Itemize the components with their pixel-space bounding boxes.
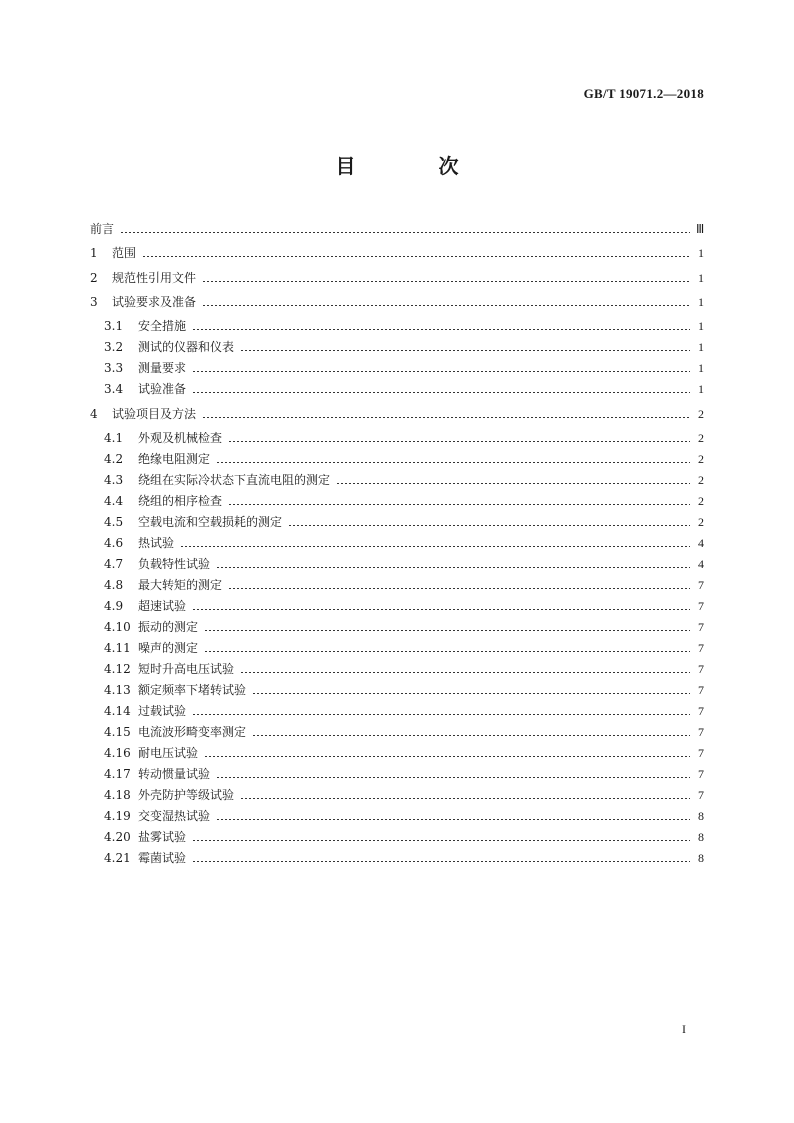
toc-entry-label: 试验项目及方法 (112, 406, 197, 421)
toc-entry[interactable] (90, 782, 704, 802)
toc-leader-dots (202, 305, 690, 306)
toc-entry[interactable] (90, 824, 704, 844)
toc-entry-number: 4.5 (104, 514, 124, 529)
toc-entry-label: 耐电压试验 (138, 745, 199, 760)
toc-entry[interactable] (90, 216, 704, 236)
toc-entry[interactable] (90, 845, 704, 865)
toc-entry-page: 8 (698, 829, 704, 844)
toc-entry-number: 4.11 (104, 640, 131, 655)
toc-entry[interactable] (90, 593, 704, 613)
toc-leader-dots (192, 861, 690, 862)
toc-entry-label: 规范性引用文件 (112, 270, 197, 285)
toc-leader-dots (180, 546, 690, 547)
toc-entry-label: 试验准备 (138, 382, 187, 397)
toc-entry[interactable] (90, 289, 704, 309)
toc-entry-number: 4.18 (104, 787, 131, 802)
toc-entry[interactable] (90, 740, 704, 760)
toc-leader-dots (192, 714, 690, 715)
toc-entry-page: 4 (698, 556, 704, 571)
toc-leader-dots (202, 417, 690, 418)
toc-entry-label: 测试的仪器和仪表 (138, 340, 235, 355)
toc-entry-number: 4.14 (104, 703, 131, 718)
toc-leader-dots (192, 609, 690, 610)
toc-leader-dots (228, 504, 690, 505)
toc-leader-dots (142, 256, 690, 257)
toc-entry-number: 4.19 (104, 808, 131, 823)
toc-entry-number: 4.16 (104, 745, 131, 760)
toc-entry-number: 4.1 (104, 430, 124, 445)
toc-entry-label: 绝缘电阻测定 (138, 451, 211, 466)
toc-entry[interactable] (90, 355, 704, 375)
toc-entry-page: 1 (698, 246, 704, 261)
toc-entry-page: 7 (698, 577, 704, 592)
toc-leader-dots (288, 525, 690, 526)
toc-entry-number: 4.17 (104, 766, 131, 781)
toc-entry-page: Ⅲ (696, 222, 705, 236)
toc-leader-dots (202, 281, 690, 282)
toc-entry-number: 4.20 (104, 829, 131, 844)
toc-entry-page: 7 (698, 787, 704, 802)
toc-entry-number: 3.3 (104, 361, 124, 376)
toc-leader-dots (240, 798, 690, 799)
toc-entry-number: 4.15 (104, 724, 131, 739)
toc-entry-label: 绕组的相序检查 (138, 493, 223, 508)
toc-entry[interactable] (90, 635, 704, 655)
page-title: 目 次 (335, 154, 497, 178)
toc-entry[interactable] (90, 530, 704, 550)
toc-entry-number: 4.7 (104, 556, 124, 571)
toc-leader-dots (204, 756, 690, 757)
toc-entry-page: 1 (698, 294, 704, 309)
toc-entry-page: 7 (698, 640, 704, 655)
toc-entry[interactable] (90, 401, 704, 421)
document-id: GB/T 19071.2—2018 (583, 86, 704, 101)
toc-entry-page: 2 (698, 451, 704, 466)
toc-entry[interactable] (90, 376, 704, 396)
toc-entry[interactable] (90, 761, 704, 781)
toc-entry[interactable] (90, 551, 704, 571)
toc-entry[interactable] (90, 313, 704, 333)
toc-entry-label: 测量要求 (138, 361, 187, 376)
toc-entry-number: 4.3 (104, 472, 124, 487)
toc-entry[interactable] (90, 240, 704, 260)
toc-entry-label: 盐雾试验 (138, 829, 187, 844)
toc-leader-dots (228, 441, 690, 442)
toc-leader-dots (204, 630, 690, 631)
toc-leader-dots (216, 462, 690, 463)
toc-entry-number: 4.12 (104, 661, 131, 676)
toc-leader-dots (240, 672, 690, 673)
toc-entry-label: 负载特性试验 (138, 556, 211, 571)
toc-entry-label: 超速试验 (138, 598, 187, 613)
toc-entry-page: 7 (698, 724, 704, 739)
toc-entry-page: 7 (698, 766, 704, 781)
toc-entry[interactable] (90, 572, 704, 592)
toc-entry-label: 空载电流和空载损耗的测定 (138, 514, 283, 529)
toc-entry-label: 试验要求及准备 (112, 294, 197, 309)
toc-entry-label: 噪声的测定 (138, 640, 199, 655)
toc-entry-label: 安全措施 (138, 319, 187, 334)
toc-entry-number: 2 (90, 270, 98, 285)
toc-entry-page: 7 (698, 682, 704, 697)
toc-entry-number: 4.4 (104, 493, 124, 508)
toc-entry-number: 4.8 (104, 577, 124, 592)
toc-entry-page: 2 (698, 472, 704, 487)
toc-entry[interactable] (90, 719, 704, 739)
toc-entry-page: 1 (698, 270, 704, 285)
toc-entry[interactable] (90, 656, 704, 676)
toc-leader-dots (228, 588, 690, 589)
toc-entry-page: 8 (698, 808, 704, 823)
toc-entry-number: 3.2 (104, 340, 124, 355)
toc-entry-page: 1 (698, 340, 704, 355)
toc-entry-number: 3.1 (104, 319, 124, 334)
toc-entry[interactable] (90, 698, 704, 718)
toc-leader-dots (216, 777, 690, 778)
toc-leader-dots (240, 350, 690, 351)
toc-entry-number: 3.4 (104, 382, 124, 397)
toc-leader-dots (120, 232, 690, 233)
toc-entry-label: 最大转矩的测定 (138, 577, 223, 592)
toc-leader-dots (336, 483, 690, 484)
toc-entry[interactable] (90, 446, 704, 466)
toc-entry-label: 转动惯量试验 (138, 766, 211, 781)
toc-entry[interactable] (90, 334, 704, 354)
toc-entry-page: 2 (698, 514, 704, 529)
toc-entry-label: 绕组在实际冷状态下直流电阻的测定 (138, 472, 331, 487)
toc-leader-dots (252, 693, 690, 694)
toc-entry-number: 4.6 (104, 535, 124, 550)
toc-entry-number: 3 (90, 294, 98, 309)
toc-entry-page: 1 (698, 361, 704, 376)
toc-entry-page: 2 (698, 430, 704, 445)
toc-leader-dots (204, 651, 690, 652)
toc-entry-number: 1 (90, 246, 98, 261)
toc-leader-dots (192, 392, 690, 393)
toc-entry[interactable] (90, 488, 704, 508)
toc-entry-label: 交变湿热试验 (138, 808, 211, 823)
toc-entry-label: 电流波形畸变率测定 (138, 724, 247, 739)
toc-entry-label: 范围 (112, 246, 137, 261)
toc-entry-number: 4.2 (104, 451, 124, 466)
toc-entry-page: 7 (698, 661, 704, 676)
toc-entry[interactable] (90, 803, 704, 823)
toc-leader-dots (216, 567, 690, 568)
toc-entry-page: 7 (698, 598, 704, 613)
toc-entry-label: 外观及机械检查 (138, 430, 223, 445)
toc-leader-dots (192, 840, 690, 841)
toc-entry-number: 4.10 (104, 619, 131, 634)
toc-leader-dots (216, 819, 690, 820)
toc-entry-page: 8 (698, 850, 704, 865)
toc-entry[interactable] (90, 265, 704, 285)
toc-entry-label: 短时升高电压试验 (138, 661, 235, 676)
toc-leader-dots (192, 329, 690, 330)
toc-entry-page: 2 (698, 493, 704, 508)
toc-entry-page: 4 (698, 535, 704, 550)
toc-leader-dots (192, 371, 690, 372)
toc-entry-page: 1 (698, 319, 704, 334)
toc-entry[interactable] (90, 425, 704, 445)
toc-entry-page: 1 (698, 382, 704, 397)
toc-entry-label: 振动的测定 (138, 619, 199, 634)
toc-entry-label: 额定频率下堵转试验 (138, 682, 247, 697)
toc-entry[interactable] (90, 677, 704, 697)
toc-entry-page: 2 (698, 406, 704, 421)
toc-entry-number: 4.9 (104, 598, 124, 613)
toc-entry-number: 4.21 (104, 850, 131, 865)
toc-entry[interactable] (90, 614, 704, 634)
toc-entry-label: 霉菌试验 (138, 850, 187, 865)
toc-entry-page: 7 (698, 745, 704, 760)
toc-entry[interactable] (90, 509, 704, 529)
toc-leader-dots (252, 735, 690, 736)
toc-entry-label: 前言 (90, 222, 115, 236)
toc-entry-label: 过载试验 (138, 703, 187, 718)
toc-entry-number: 4.13 (104, 682, 131, 697)
toc-entry-label: 热试验 (138, 535, 175, 550)
toc-entry-number: 4 (90, 406, 98, 421)
toc-entry[interactable] (90, 467, 704, 487)
toc-entry-label: 外壳防护等级试验 (138, 787, 235, 802)
toc-entry-page: 7 (698, 619, 704, 634)
toc-entry-page: 7 (698, 703, 704, 718)
page-number: I (682, 1022, 686, 1036)
